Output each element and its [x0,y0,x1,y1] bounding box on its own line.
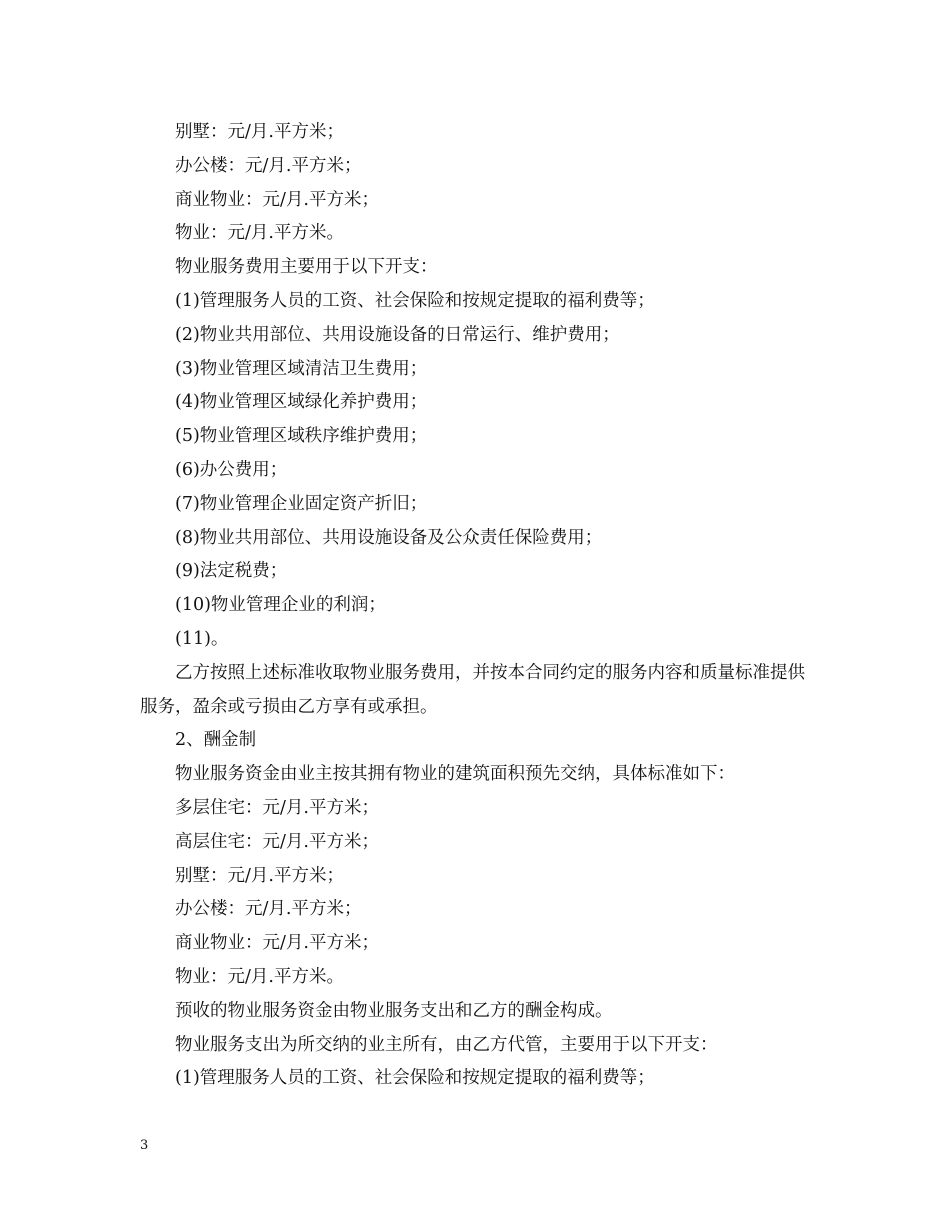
section-heading: 2、酬金制 [175,730,257,751]
text-line: 办公楼：元/月.平方米； [175,155,362,176]
list-item: (11)。 [175,628,229,649]
text-line: 别墅：元/月.平方米； [175,122,344,142]
text-line: 物业：元/月.平方米。 [175,966,344,987]
list-item: (2)物业共用部位、共用设施设备的日常运行、维护费用； [175,324,620,345]
list-item: (7)物业管理企业固定资产折旧； [175,493,428,514]
list-item: (1)管理服务人员的工资、社会保险和按规定提取的福利费等； [175,1068,655,1089]
list-item: (10)物业管理企业的利润； [175,595,386,616]
document-body [140,116,820,1096]
text-line: 物业服务费用主要用于以下开支： [175,257,438,278]
text-line: 物业服务资金由业主按其拥有物业的建筑面积预先交纳，具体标准如下： [175,764,735,785]
list-item: (8)物业共用部位、共用设施设备及公众责任保险费用； [175,527,603,548]
text-line: 商业物业：元/月.平方米； [175,189,379,210]
text-line: 办公楼：元/月.平方米； [175,899,362,920]
text-line: 高层住宅：元/月.平方米； [175,831,379,852]
list-item: (5)物业管理区域秩序维护费用； [175,426,428,447]
text-line: 多层住宅：元/月.平方米； [175,797,379,818]
paragraph: 乙方按照上述标准收取物业服务费用，并按本合同约定的服务内容和质量标准提供服务，盈余或亏损由乙方享有或承担。 [140,662,805,717]
list-item: (9)法定税费； [175,561,288,582]
page-number: 3 [140,1138,149,1153]
list-item: (3)物业管理区域清洁卫生费用； [175,358,428,379]
text-line: 物业服务支出为所交纳的业主所有，由乙方代管，主要用于以下开支： [175,1034,718,1055]
list-item: (6)办公费用； [175,459,288,480]
text-line: 商业物业：元/月.平方米； [175,933,379,954]
text-line: 预收的物业服务资金由物业服务支出和乙方的酬金构成。 [175,1000,613,1021]
text-line: 物业：元/月.平方米。 [175,223,344,244]
list-item: (1)管理服务人员的工资、社会保险和按规定提取的福利费等； [175,290,655,311]
list-item: (4)物业管理区域绿化养护费用； [175,392,428,413]
text-line: 别墅：元/月.平方米； [175,865,344,886]
